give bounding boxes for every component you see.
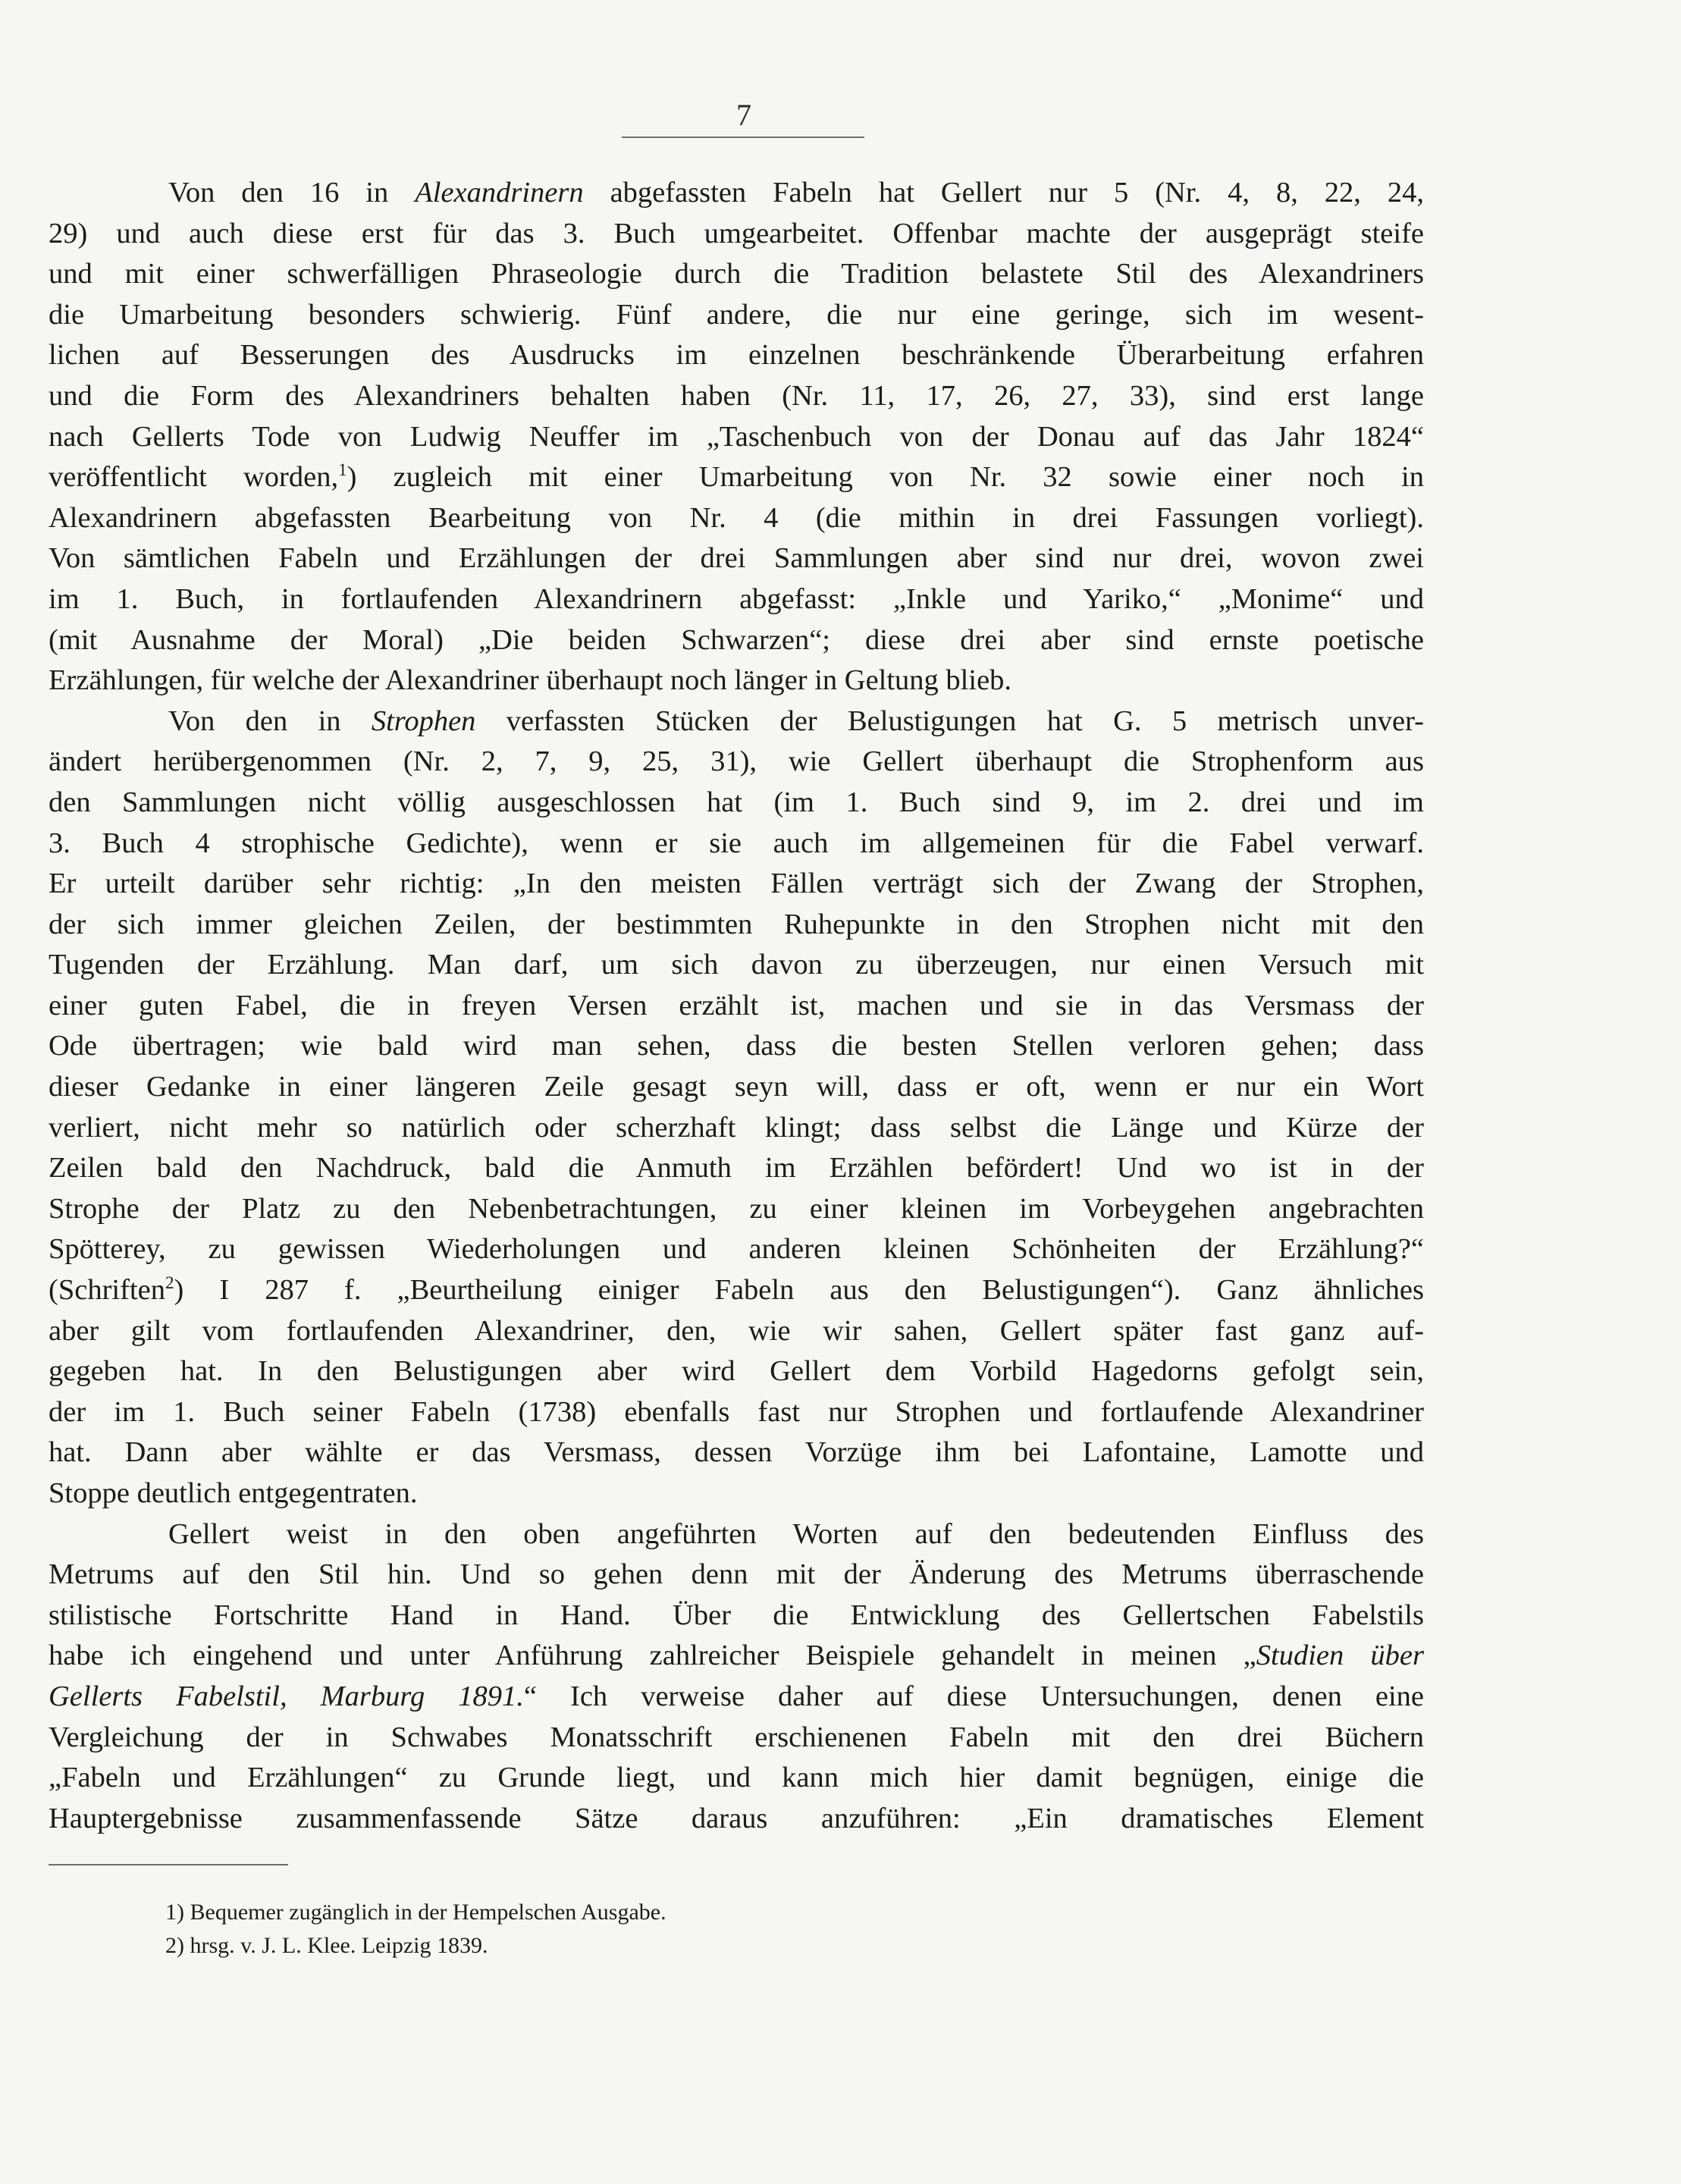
text-line: Gellerts Fabelstil, Marburg 1891.“ Ich verweise daher auf diese Untersuchungen, denen eine [49,1680,1424,1712]
text-line: verliert, nicht mehr so natürlich oder scherzhaft klingt; dass selbst die Länge und Kürze der [49,1111,1424,1144]
text-line: Hauptergebnisse zusammenfassende Sätze daraus anzuführen: „Ein dramatisches Element [49,1802,1424,1834]
text-line: einer guten Fabel, die in freyen Versen erzählt ist, machen und sie in das Versmass der [49,989,1424,1021]
text-line: (Schriften$^2$) I 287 f. „Beurtheilung einiger Fabeln aus den Belustigungen“). Ganz ähnliches [49,1272,1424,1307]
text-line: Tugenden der Erzählung. Man darf, um sich davon zu überzeugen, nur einen Versuch mit [49,949,1424,981]
text-line: Zeilen bald den Nachdruck, bald die Anmuth im Erzählen befördert! Und wo ist in der [49,1152,1424,1185]
footnote-ref: 2 [165,1272,174,1293]
text-line: stilistische Fortschritte Hand in Hand. Über die Entwicklung des Gellertschen Fabelstils [49,1599,1424,1631]
text-line: Ode übertragen; wie bald wird man sehen, dass die besten Stellen verloren gehen; dass [49,1030,1424,1062]
text-line: Stoppe deutlich entgegentraten. [49,1477,418,1509]
text-line: im 1. Buch, in fortlaufenden Alexandrinern abgefasst: „Inkle und Yariko,“ „Monime“ und [49,582,1424,615]
text-line: und die Form des Alexandriners behalten haben (Nr. 11, 17, 26, 27, 33), sind erst lange [49,379,1424,412]
text-line: veröffentlicht worden,$^1$) zugleich mit einer Umarbeitung von Nr. 32 sowie einer noch in [49,460,1425,494]
header-rule [622,136,864,138]
text-line: gegeben hat. In den Belustigungen aber wird Gellert dem Vorbild Hagedorns gefolgt sein, [49,1355,1424,1388]
text-line: habe ich eingehend und unter Anführung zahlreicher Beispiele gehandelt in meinen „Studien über [49,1640,1424,1672]
text-line: Von sämtlichen Fabeln und Erzählungen der drei Sammlungen aber sind nur drei, wovon zwei [49,542,1424,575]
text-line: nach Gellerts Tode von Ludwig Neuffer im „Taschenbuch von der Donau auf das Jahr 1824“ [49,420,1424,453]
text-line: Gellert weist in den oben angeführten Worten auf den bedeutenden Einfluss des [168,1517,1424,1550]
text-line: (mit Ausnahme der Moral) „Die beiden Schwarzen“; diese drei aber sind ernste poetische [49,623,1424,656]
text-line: und mit einer schwerfälligen Phraseologie durch die Tradition belastete Stil des Alexandriners [49,258,1424,290]
body-text [49,173,1424,1839]
text-line: der im 1. Buch seiner Fabeln (1738) ebenfalls fast nur Strophen und fortlaufende Alexandriner [49,1395,1424,1428]
footnote-rule [49,1864,288,1866]
text-line: Metrums auf den Stil hin. Und so gehen denn mit der Änderung des Metrums überraschende [49,1558,1424,1591]
text-line: dieser Gedanke in einer längeren Zeile gesagt seyn will, dass er oft, wenn er nur ein Wort [49,1071,1424,1103]
text-line: lichen auf Besserungen des Ausdrucks im einzelnen beschränkende Überarbeitung erfahren [49,339,1424,372]
text-line: 29) und auch diese erst für das 3. Buch umgearbeitet. Offenbar machte der ausgeprägt steife [49,217,1424,249]
text-line: Er urteilt darüber sehr richtig: „In den meisten Fällen verträgt sich der Zwang der Strophen, [49,868,1424,900]
text-line: Von den 16 in Alexandrinern abgefassten Fabeln hat Gellert nur 5 (Nr. 4, 8, 22, 24, [168,177,1424,209]
footnote: 2) hrsg. v. J. L. Klee. Leipzig 1839. [165,1933,488,1958]
footnote: 1) Bequemer zugänglich in der Hempelschen Ausgabe. [165,1900,666,1925]
text-line: Von den in Strophen verfassten Stücken der Belustigungen hat G. 5 metrisch unver- [168,704,1424,737]
text-line: Spötterey, zu gewissen Wiederholungen und anderen kleinen Schönheiten der Erzählung?“ [49,1233,1424,1266]
footnotes [165,1896,666,1963]
text-line: „Fabeln und Erzählungen“ zu Grunde liegt, und kann mich hier damit begnügen, einige die [49,1762,1424,1794]
text-line: die Umarbeitung besonders schwierig. Fünf andere, die nur eine geringe, sich im wesent- [49,298,1424,331]
text-line: der sich immer gleichen Zeilen, der bestimmten Ruhepunkte in den Strophen nicht mit den [49,908,1424,940]
text-line: den Sammlungen nicht völlig ausgeschlossen hat (im 1. Buch sind 9, im 2. drei und im [49,786,1424,818]
text-line: hat. Dann aber wählte er das Versmass, dessen Vorzüge ihm bei Lafontaine, Lamotte und [49,1436,1424,1469]
text-line: Alexandrinern abgefassten Bearbeitung von Nr. 4 (die mithin in drei Fassungen vorliegt). [49,501,1424,534]
text-line: Vergleichung der in Schwabes Monatsschrift erschienenen Fabeln mit den drei Büchern [49,1721,1424,1753]
page-number: 7 [736,98,751,132]
text-line: aber gilt vom fortlaufenden Alexandriner, den, wie wir sahen, Gellert später fast ganz auf- [49,1314,1424,1347]
text-line: Erzählungen, für welche der Alexandriner überhaupt noch länger in Geltung blieb. [49,664,1012,697]
text-line: 3. Buch 4 strophische Gedichte), wenn er sie auch im allgemeinen für die Fabel verwarf. [49,827,1424,859]
text-line: Strophe der Platz zu den Nebenbetrachtungen, zu einer kleinen im Vorbeygehen angebrachten [49,1192,1424,1225]
text-line: ändert herübergenommen (Nr. 2, 7, 9, 25, 31), wie Gellert überhaupt die Strophenform aus [49,745,1424,778]
footnote-ref: 1 [338,460,347,480]
